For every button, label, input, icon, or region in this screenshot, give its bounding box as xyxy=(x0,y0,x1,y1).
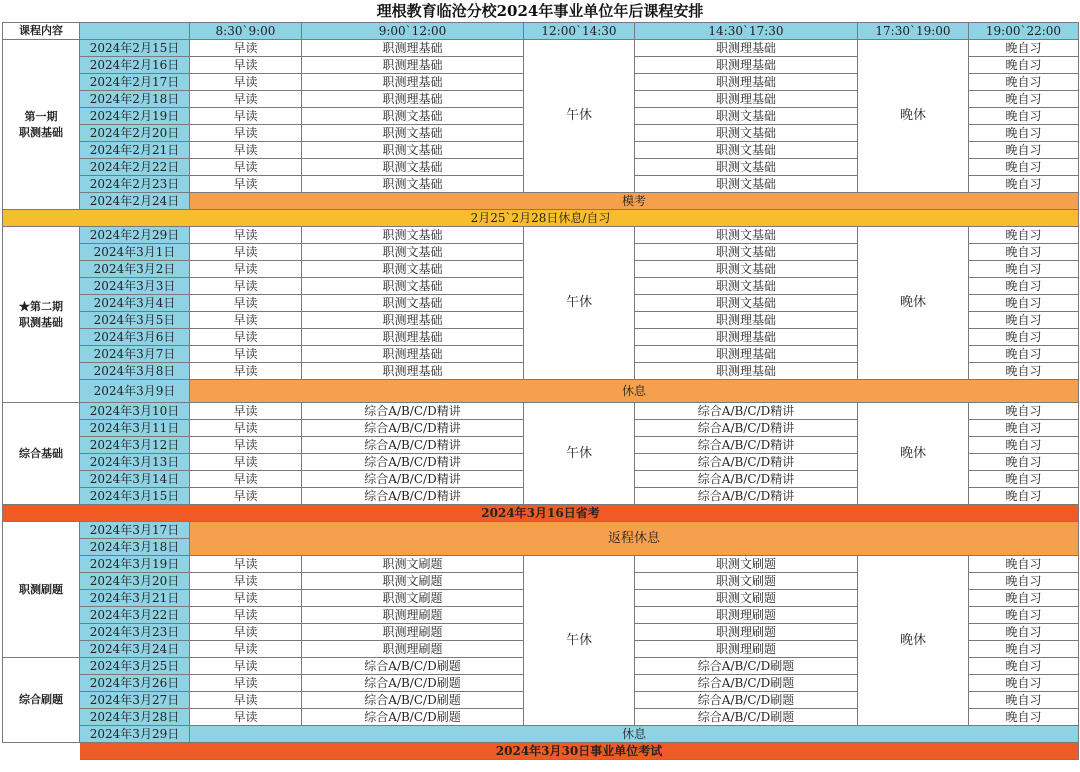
pm-course-cell: 职测理基础 xyxy=(635,346,858,363)
pm-course-cell: 职测理基础 xyxy=(635,91,858,108)
evening-cell: 晚自习 xyxy=(969,142,1079,159)
rest-band: 2月25`2月28日休息/自习 xyxy=(3,210,1079,227)
date-cell: 2024年3月5日 xyxy=(80,312,190,329)
phase-label-text: ★第二期 职测基础 xyxy=(19,299,63,329)
lunch-cell: 午休 xyxy=(524,40,635,193)
date-cell: 2024年2月20日 xyxy=(80,125,190,142)
evening-cell: 晚自习 xyxy=(969,607,1079,624)
evening-cell: 晚自习 xyxy=(969,709,1079,726)
phase-label xyxy=(3,658,80,743)
rest-band: 休息 xyxy=(190,726,1079,743)
pm-course-cell: 职测文基础 xyxy=(635,159,858,176)
table-row xyxy=(3,522,1079,539)
evening-cell: 晚自习 xyxy=(969,278,1079,295)
pm-course-cell: 职测文基础 xyxy=(635,278,858,295)
date-cell: 2024年3月28日 xyxy=(80,709,190,726)
morning-cell: 早读 xyxy=(190,91,302,108)
morning-cell: 早读 xyxy=(190,227,302,244)
header-row xyxy=(3,23,1079,40)
evening-cell: 晚自习 xyxy=(969,227,1079,244)
evening-cell: 晚自习 xyxy=(969,590,1079,607)
am-course-cell: 职测理基础 xyxy=(302,329,524,346)
morning-cell: 早读 xyxy=(190,74,302,91)
morning-cell: 早读 xyxy=(190,363,302,380)
evening-cell: 晚自习 xyxy=(969,74,1079,91)
morning-cell: 早读 xyxy=(190,108,302,125)
morning-cell: 早读 xyxy=(190,403,302,420)
evening-cell: 晚自习 xyxy=(969,454,1079,471)
morning-cell: 早读 xyxy=(190,624,302,641)
date-cell: 2024年3月9日 xyxy=(80,380,190,403)
date-cell: 2024年2月19日 xyxy=(80,108,190,125)
pm-course-cell: 职测文基础 xyxy=(635,125,858,142)
pm-course-cell: 职测理刷题 xyxy=(635,641,858,658)
date-cell: 2024年3月23日 xyxy=(80,624,190,641)
am-course-cell: 综合A/B/C/D精讲 xyxy=(302,437,524,454)
am-course-cell: 职测理基础 xyxy=(302,363,524,380)
date-cell: 2024年3月26日 xyxy=(80,675,190,692)
table-row xyxy=(3,726,1079,743)
date-cell: 2024年3月10日 xyxy=(80,403,190,420)
table-row xyxy=(3,193,1079,210)
table-row xyxy=(3,227,1079,244)
mock-exam-band: 模考 xyxy=(190,193,1079,210)
am-course-cell: 职测文基础 xyxy=(302,261,524,278)
am-course-cell: 综合A/B/C/D精讲 xyxy=(302,454,524,471)
morning-cell: 早读 xyxy=(190,142,302,159)
pm-course-cell: 职测理基础 xyxy=(635,74,858,91)
date-cell: 2024年3月24日 xyxy=(80,641,190,658)
exam-band: 2024年3月16日省考 xyxy=(3,505,1079,522)
header-slot: 19:00`22:00 xyxy=(969,23,1079,40)
am-course-cell: 职测文基础 xyxy=(302,142,524,159)
am-course-cell: 职测理基础 xyxy=(302,346,524,363)
am-course-cell: 职测文刷题 xyxy=(302,556,524,573)
table-row xyxy=(3,40,1079,57)
blank-cell xyxy=(3,743,80,760)
phase-label xyxy=(3,40,80,210)
table-row xyxy=(3,743,1079,760)
page-title: 理根教育临沧分校2024年事业单位年后课程安排 xyxy=(376,2,704,20)
evening-cell: 晚自习 xyxy=(969,675,1079,692)
evening-cell: 晚自习 xyxy=(969,40,1079,57)
morning-cell: 早读 xyxy=(190,312,302,329)
am-course-cell: 综合A/B/C/D刷题 xyxy=(302,658,524,675)
evening-cell: 晚自习 xyxy=(969,91,1079,108)
evening-cell: 晚自习 xyxy=(969,488,1079,505)
pm-course-cell: 职测理基础 xyxy=(635,57,858,74)
evening-cell: 晚自习 xyxy=(969,420,1079,437)
date-cell: 2024年3月3日 xyxy=(80,278,190,295)
evening-cell: 晚自习 xyxy=(969,108,1079,125)
date-cell: 2024年3月4日 xyxy=(80,295,190,312)
dinner-cell: 晚休 xyxy=(858,40,969,193)
am-course-cell: 职测文刷题 xyxy=(302,590,524,607)
lunch-cell: 午休 xyxy=(524,227,635,380)
morning-cell: 早读 xyxy=(190,590,302,607)
date-cell: 2024年3月7日 xyxy=(80,346,190,363)
header-slot: 9:00`12:00 xyxy=(302,23,524,40)
pm-course-cell: 职测文刷题 xyxy=(635,556,858,573)
date-cell: 2024年2月29日 xyxy=(80,227,190,244)
date-cell: 2024年3月22日 xyxy=(80,607,190,624)
am-course-cell: 职测理刷题 xyxy=(302,607,524,624)
date-cell: 2024年2月17日 xyxy=(80,74,190,91)
dinner-cell: 晚休 xyxy=(858,227,969,380)
date-cell: 2024年3月6日 xyxy=(80,329,190,346)
date-cell: 2024年3月20日 xyxy=(80,573,190,590)
am-course-cell: 职测理基础 xyxy=(302,57,524,74)
am-course-cell: 综合A/B/C/D精讲 xyxy=(302,471,524,488)
evening-cell: 晚自习 xyxy=(969,176,1079,193)
date-cell: 2024年3月2日 xyxy=(80,261,190,278)
am-course-cell: 职测理刷题 xyxy=(302,641,524,658)
evening-cell: 晚自习 xyxy=(969,261,1079,278)
phase-label xyxy=(3,403,80,505)
evening-cell: 晚自习 xyxy=(969,295,1079,312)
evening-cell: 晚自习 xyxy=(969,244,1079,261)
am-course-cell: 职测理刷题 xyxy=(302,624,524,641)
schedule-table xyxy=(2,22,1079,760)
date-cell: 2024年2月21日 xyxy=(80,142,190,159)
pm-course-cell: 职测文刷题 xyxy=(635,590,858,607)
evening-cell: 晚自习 xyxy=(969,573,1079,590)
dinner-cell: 晚休 xyxy=(858,403,969,505)
evening-cell: 晚自习 xyxy=(969,363,1079,380)
evening-cell: 晚自习 xyxy=(969,57,1079,74)
pm-course-cell: 职测文刷题 xyxy=(635,573,858,590)
date-cell: 2024年3月21日 xyxy=(80,590,190,607)
pm-course-cell: 综合A/B/C/D刷题 xyxy=(635,675,858,692)
morning-cell: 早读 xyxy=(190,709,302,726)
date-cell: 2024年3月12日 xyxy=(80,437,190,454)
morning-cell: 早读 xyxy=(190,40,302,57)
morning-cell: 早读 xyxy=(190,295,302,312)
pm-course-cell: 职测文基础 xyxy=(635,244,858,261)
evening-cell: 晚自习 xyxy=(969,329,1079,346)
header-date-blank xyxy=(80,23,190,40)
morning-cell: 早读 xyxy=(190,261,302,278)
return-rest-band: 返程休息 xyxy=(190,522,1079,556)
date-cell: 2024年3月14日 xyxy=(80,471,190,488)
morning-cell: 早读 xyxy=(190,454,302,471)
header-label: 课程内容 xyxy=(3,23,80,40)
date-cell: 2024年3月19日 xyxy=(80,556,190,573)
am-course-cell: 职测理基础 xyxy=(302,91,524,108)
am-course-cell: 职测文基础 xyxy=(302,295,524,312)
evening-cell: 晚自习 xyxy=(969,437,1079,454)
date-cell: 2024年3月27日 xyxy=(80,692,190,709)
morning-cell: 早读 xyxy=(190,692,302,709)
am-course-cell: 职测文基础 xyxy=(302,108,524,125)
pm-course-cell: 职测理基础 xyxy=(635,40,858,57)
pm-course-cell: 综合A/B/C/D精讲 xyxy=(635,454,858,471)
am-course-cell: 综合A/B/C/D刷题 xyxy=(302,675,524,692)
am-course-cell: 职测文基础 xyxy=(302,176,524,193)
date-cell: 2024年2月22日 xyxy=(80,159,190,176)
morning-cell: 早读 xyxy=(190,329,302,346)
date-cell: 2024年3月11日 xyxy=(80,420,190,437)
evening-cell: 晚自习 xyxy=(969,403,1079,420)
exam-band: 2024年3月30日事业单位考试 xyxy=(80,743,1079,760)
date-cell: 2024年3月25日 xyxy=(80,658,190,675)
date-cell: 2024年3月15日 xyxy=(80,488,190,505)
am-course-cell: 职测理基础 xyxy=(302,40,524,57)
rest-band: 休息 xyxy=(190,380,1079,403)
morning-cell: 早读 xyxy=(190,57,302,74)
table-row xyxy=(3,403,1079,420)
pm-course-cell: 职测文基础 xyxy=(635,261,858,278)
pm-course-cell: 职测理基础 xyxy=(635,329,858,346)
morning-cell: 早读 xyxy=(190,573,302,590)
date-cell: 2024年3月8日 xyxy=(80,363,190,380)
pm-course-cell: 综合A/B/C/D精讲 xyxy=(635,471,858,488)
am-course-cell: 职测文基础 xyxy=(302,244,524,261)
date-cell: 2024年3月18日 xyxy=(80,539,190,556)
morning-cell: 早读 xyxy=(190,278,302,295)
phase-label xyxy=(3,522,80,658)
phase-label-text: 第一期 职测基础 xyxy=(19,109,63,139)
am-course-cell: 职测理基础 xyxy=(302,312,524,329)
pm-course-cell: 综合A/B/C/D精讲 xyxy=(635,488,858,505)
am-course-cell: 综合A/B/C/D精讲 xyxy=(302,488,524,505)
pm-course-cell: 职测文基础 xyxy=(635,108,858,125)
pm-course-cell: 综合A/B/C/D精讲 xyxy=(635,437,858,454)
date-cell: 2024年2月23日 xyxy=(80,176,190,193)
evening-cell: 晚自习 xyxy=(969,159,1079,176)
pm-course-cell: 职测理刷题 xyxy=(635,607,858,624)
date-cell: 2024年2月24日 xyxy=(80,193,190,210)
evening-cell: 晚自习 xyxy=(969,624,1079,641)
date-cell: 2024年3月13日 xyxy=(80,454,190,471)
evening-cell: 晚自习 xyxy=(969,471,1079,488)
morning-cell: 早读 xyxy=(190,159,302,176)
header-slot: 17:30`19:00 xyxy=(858,23,969,40)
date-cell: 2024年3月29日 xyxy=(80,726,190,743)
evening-cell: 晚自习 xyxy=(969,641,1079,658)
pm-course-cell: 综合A/B/C/D刷题 xyxy=(635,692,858,709)
morning-cell: 早读 xyxy=(190,125,302,142)
pm-course-cell: 职测文基础 xyxy=(635,295,858,312)
lunch-cell: 午休 xyxy=(524,556,635,726)
morning-cell: 早读 xyxy=(190,607,302,624)
morning-cell: 早读 xyxy=(190,556,302,573)
am-course-cell: 综合A/B/C/D刷题 xyxy=(302,692,524,709)
am-course-cell: 职测理基础 xyxy=(302,74,524,91)
date-cell: 2024年2月18日 xyxy=(80,91,190,108)
morning-cell: 早读 xyxy=(190,346,302,363)
dinner-cell: 晚休 xyxy=(858,556,969,726)
pm-course-cell: 综合A/B/C/D刷题 xyxy=(635,658,858,675)
morning-cell: 早读 xyxy=(190,437,302,454)
lunch-cell: 午休 xyxy=(524,403,635,505)
pm-course-cell: 职测文基础 xyxy=(635,142,858,159)
evening-cell: 晚自习 xyxy=(969,346,1079,363)
evening-cell: 晚自习 xyxy=(969,312,1079,329)
pm-course-cell: 综合A/B/C/D精讲 xyxy=(635,420,858,437)
header-slot: 8:30`9:00 xyxy=(190,23,302,40)
am-course-cell: 综合A/B/C/D精讲 xyxy=(302,420,524,437)
header-slot: 14:30`17:30 xyxy=(635,23,858,40)
morning-cell: 早读 xyxy=(190,488,302,505)
table-row xyxy=(3,210,1079,227)
am-course-cell: 职测文基础 xyxy=(302,227,524,244)
am-course-cell: 职测文基础 xyxy=(302,278,524,295)
date-cell: 2024年2月15日 xyxy=(80,40,190,57)
pm-course-cell: 职测理基础 xyxy=(635,363,858,380)
pm-course-cell: 职测文基础 xyxy=(635,227,858,244)
pm-course-cell: 职测理基础 xyxy=(635,312,858,329)
evening-cell: 晚自习 xyxy=(969,556,1079,573)
morning-cell: 早读 xyxy=(190,244,302,261)
date-cell: 2024年3月17日 xyxy=(80,522,190,539)
am-course-cell: 综合A/B/C/D刷题 xyxy=(302,709,524,726)
evening-cell: 晚自习 xyxy=(969,658,1079,675)
am-course-cell: 职测文刷题 xyxy=(302,573,524,590)
evening-cell: 晚自习 xyxy=(969,692,1079,709)
morning-cell: 早读 xyxy=(190,176,302,193)
morning-cell: 早读 xyxy=(190,420,302,437)
phase-label xyxy=(3,227,80,403)
phase-label-text: 综合基础 xyxy=(19,446,63,460)
evening-cell: 晚自习 xyxy=(969,125,1079,142)
pm-course-cell: 职测文基础 xyxy=(635,176,858,193)
am-course-cell: 职测文基础 xyxy=(302,159,524,176)
morning-cell: 早读 xyxy=(190,471,302,488)
pm-course-cell: 综合A/B/C/D刷题 xyxy=(635,709,858,726)
header-slot: 12:00`14:30 xyxy=(524,23,635,40)
pm-course-cell: 职测理刷题 xyxy=(635,624,858,641)
morning-cell: 早读 xyxy=(190,641,302,658)
phase-label-text: 综合刷题 xyxy=(19,693,63,706)
phase-label-text: 职测刷题 xyxy=(19,582,63,596)
morning-cell: 早读 xyxy=(190,675,302,692)
table-row xyxy=(3,380,1079,403)
table-row xyxy=(3,556,1079,573)
morning-cell: 早读 xyxy=(190,658,302,675)
date-cell: 2024年2月16日 xyxy=(80,57,190,74)
table-row xyxy=(3,505,1079,522)
am-course-cell: 职测文基础 xyxy=(302,125,524,142)
am-course-cell: 综合A/B/C/D精讲 xyxy=(302,403,524,420)
date-cell: 2024年3月1日 xyxy=(80,244,190,261)
pm-course-cell: 综合A/B/C/D精讲 xyxy=(635,403,858,420)
